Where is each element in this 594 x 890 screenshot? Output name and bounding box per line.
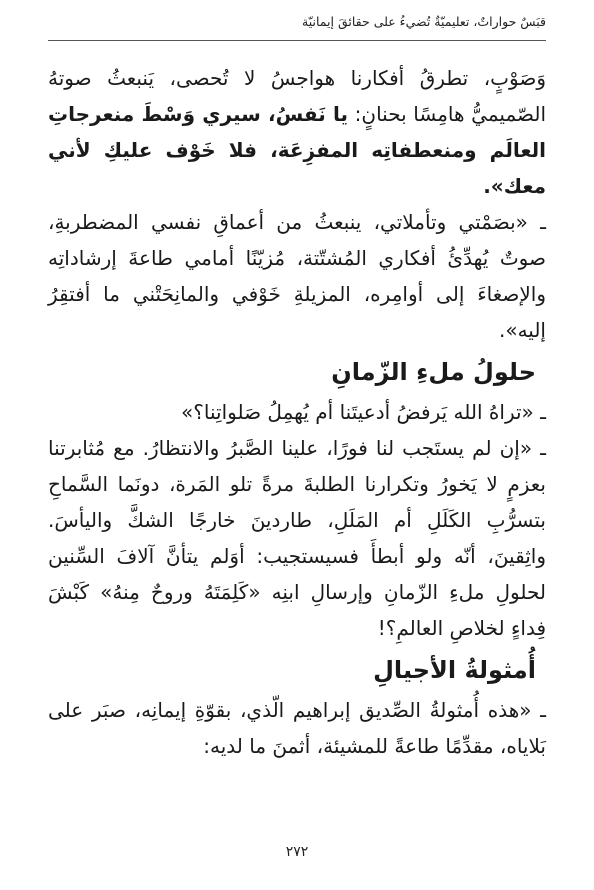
emphasized-text: يا نَفسُ، سيري وَسْطَ منعرجاتِ العالَم ومنعطفاتِه المفزِعَة، فلا خَوْف عليكِ لأني معك». <box>48 102 546 198</box>
paragraph: ـ «إن لم يستَجب لنا فورًا، علينا الصَّبرُ والانتظارُ. مع مُثابرتنا بعزمٍ لا يَخورُ وتكرارنا الطلبةَ مرةً تلو المَرة، دونَما السَّماحِ بتسرُّبِ الكَلَلِ أم المَلَلِ، طاردينَ خارجًا الشكَّ واليأسَ. واثِقينَ، أنّه ولو أبطأَ فسيستجيب: أوَلم يتأنَّ آلافَ السِّنين لحلولِ ملءِ الزّمانِ وإرسالِ ابنِه «كَلِمَتَهُ وروحٌ مِنهُ» كَبْشَ فِداءٍ لخلاصِ العالمِ؟! <box>48 436 546 640</box>
paragraph: ـ «هذه أُمثولةُ الصِّديق إبراهيم الّذي، بقوّةِ إيمانِه، صبَر على بَلاياه، مقدِّمًا طاعةً للمشيئة، أثمنَ ما لديه: <box>48 698 546 758</box>
section-heading: حلولُ ملءِ الزّمانِ <box>331 358 536 386</box>
paragraph: ـ «بصَمْتي وتأملاتي، ينبعثُ من أعماقِ نفسي المضطربةِ، صوتٌ يُهدِّئُ أفكاري المُشتّتة، مُزيّنًا أمامي طاعةَ إرشاداتِه والإصغاءَ إلى أوامِره، المزيلةِ خَوْفي والمانِحَتْني ما أفتقِرُ إليه». <box>48 210 546 342</box>
paragraph: ـ «تراهُ الله يَرفضُ أدعيتَنا أم يُهمِلُ صَلواتِنا؟» <box>181 400 546 424</box>
body-text <box>48 60 546 764</box>
header-rule <box>48 40 546 41</box>
paragraph-text: وَصَوْبٍ، تطرقُ أفكارنا هواجسُ لا تُحصى، يَنبعثُ صوتهُ الصّميميُّ هامِسًا بحنانٍ: <box>48 66 547 126</box>
page-number: ٢٧٢ <box>285 844 309 860</box>
section-heading: أُمثولةُ الأجيالِ <box>373 656 536 684</box>
paragraph <box>48 60 546 204</box>
running-header: قبَسٌ حواراتٌ، تعليميّةٌ تُضيءُ على حقائقَ إيمانيّة <box>302 14 546 29</box>
